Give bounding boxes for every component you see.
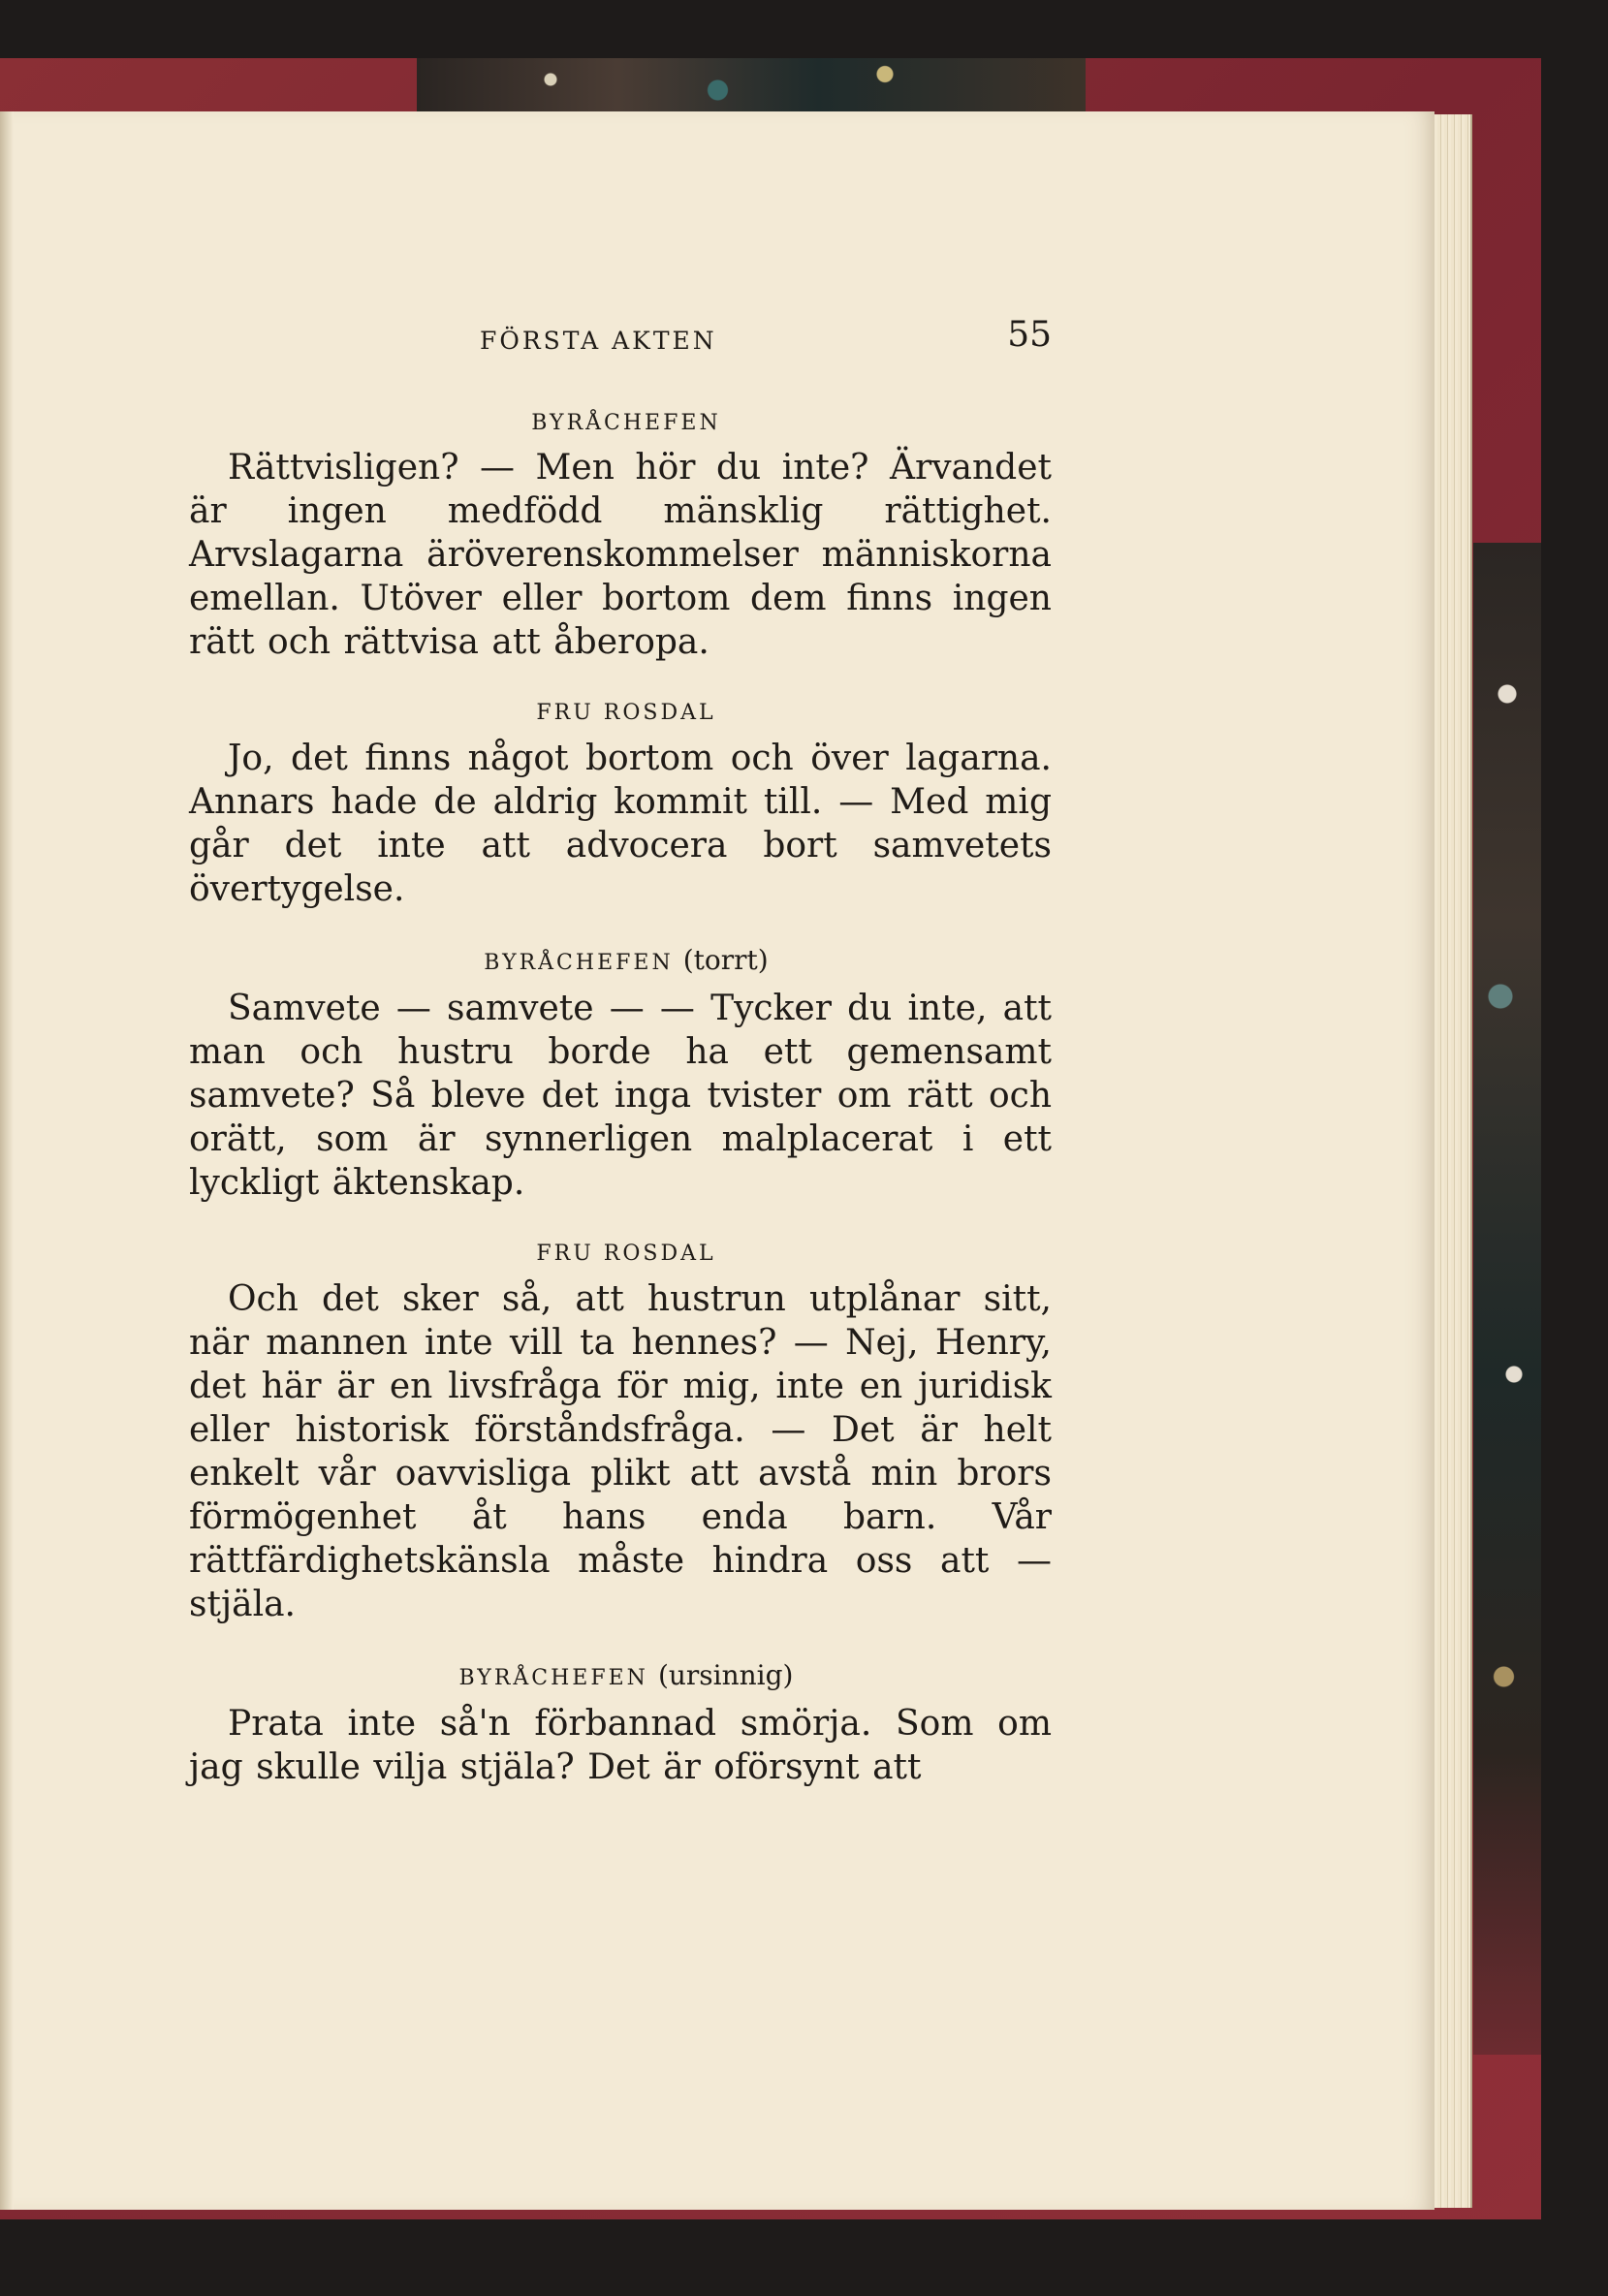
stage-direction: (ursinnig) [657, 1659, 794, 1691]
speaker-name [189, 409, 1052, 438]
page-text [189, 315, 1052, 1789]
dialogue-block [189, 1661, 1052, 1789]
speaker-label: BYRÅCHEFEN [458, 1666, 648, 1690]
stage-direction: (torrt) [682, 944, 769, 976]
speaker-label: FRU ROSDAL [536, 701, 716, 725]
page-number: 55 [1007, 315, 1052, 355]
speaker-label: BYRÅCHEFEN [484, 951, 674, 975]
speaker-label: FRU ROSDAL [536, 1242, 716, 1266]
marbled-endpaper-top [417, 58, 1086, 111]
speech-text: Rättvisligen? — Men hör du inte? Ärvandet är ingen medfödd mänsklig rättighet. Arvslagarna äröverenskommelser människorna emellan. Utöver eller bortom dem finns ingen rätt och rättvisa att åberopa. [189, 448, 1052, 662]
dialogue-block [189, 699, 1052, 911]
speaker-label: BYRÅCHEFEN [531, 411, 721, 435]
running-head-title: FÖRSTA AKTEN [480, 327, 717, 355]
speaker-name [189, 1661, 1052, 1693]
dialogue-block [189, 1240, 1052, 1626]
speaker-name [189, 699, 1052, 728]
speech-text: Jo, det finns något bortom och över lagarna. Annars hade de aldrig kommit till. — Med mig går det inte att advocera bort samvetets övertygelse. [189, 739, 1052, 909]
dialogue-block [189, 946, 1052, 1205]
speech-text: Samvete — samvete — — Tycker du inte, att man och hustru borde ha ett gemensamt samvete? Så bleve det inga tvister om rätt och orätt, som är synnerligen malplacerat i ett lyckligt äktenskap. [189, 989, 1052, 1203]
marbled-endpaper-right [1473, 543, 1541, 2055]
speaker-name [189, 1240, 1052, 1269]
gutter-shadow [0, 111, 14, 2210]
speech-text: Prata inte så'n förbannad smörja. Som om jag skulle vilja stjäla? Det är oförsynt att [189, 1704, 1052, 1787]
speaker-name [189, 946, 1052, 978]
dialogue-block [189, 409, 1052, 664]
speech-text: Och det sker så, att hustrun utplånar sitt, när mannen inte vill ta hennes? — Nej, Henry, det här är en livsfråga för mig, inte en juridisk eller historisk förståndsfråga. — Det är helt enkelt vår oavvisliga plikt att avstå min brors förmögenhet åt hans enda barn. Vår rättfärdighetskänsla måste hindra oss att — stjäla. [189, 1279, 1052, 1624]
running-head [189, 315, 1052, 383]
